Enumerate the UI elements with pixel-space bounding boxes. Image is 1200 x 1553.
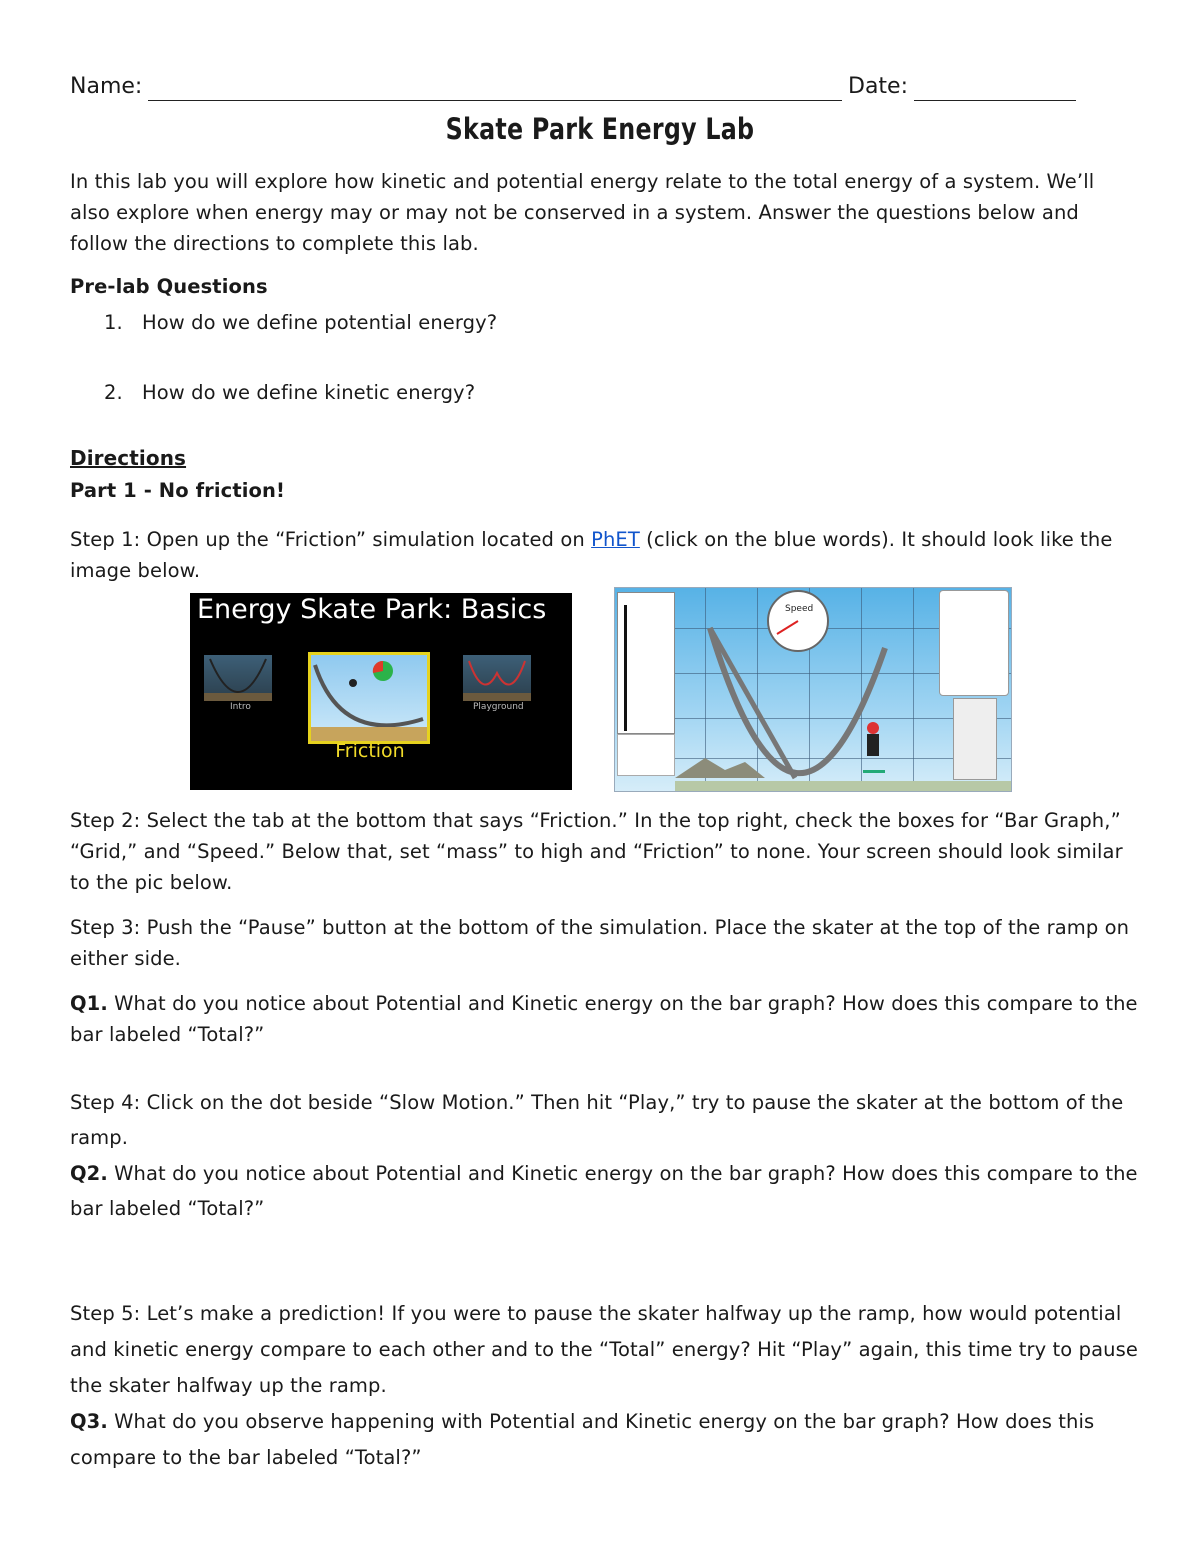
intro-thumbnail [204,655,272,701]
question-2 [70,1156,1140,1226]
name-date-header [70,74,1080,106]
friction-thumbnail [308,652,430,744]
sim-menu-title: Energy Skate Park: Basics [197,594,547,625]
bar-graph-panel [617,592,675,734]
step-2: Step 2: Select the tab at the bottom that says “Friction.” In the top right, check the boxes for “Bar Graph,” “Grid,” and “Speed.” Below that, set “mass” to high and “Friction” to none. Your screen should look similar to the pic below. [70,809,1123,894]
question-number: 1. [104,311,123,334]
step-1-text-b: (click on the blue words). It should look like the image below. [70,528,1113,582]
question-number: 2. [104,381,123,404]
control-panel[interactable] [939,590,1009,696]
q3-label: Q3. [70,1410,108,1433]
part1-heading: Part 1 - No friction! [70,479,286,502]
q2-text: What do you notice about Potential and Kinetic energy on the bar graph? How does this compare to the bar labeled “Total?” [70,1162,1138,1220]
q1-text: What do you notice about Potential and Kinetic energy on the bar graph? How does this compare to the bar labeled “Total?” [70,992,1138,1046]
playground-caption: Playground [473,702,524,712]
question-1 [70,988,1140,1050]
prelab-heading: Pre-lab Questions [70,275,268,298]
step-4: Step 4: Click on the dot beside “Slow Motion.” Then hit “Play,” try to pause the skater at the bottom of the ramp. [70,1091,1124,1149]
step-3: Step 3: Push the “Pause” button at the bottom of the simulation. Place the skater at the top of the ramp on either side. [70,916,1130,970]
name-field-line[interactable] [148,100,842,101]
friction-caption: Friction [335,740,405,762]
directions-heading-text: Directions [70,446,187,470]
step-1-text-a: Step 1: Open up the “Friction” simulation located on [70,528,592,551]
date-field-line[interactable] [914,100,1076,101]
playground-thumbnail [463,655,531,701]
page-title: Skate Park Energy Lab [445,112,755,146]
speed-gauge [767,590,829,652]
date-label: Date: [848,74,908,99]
phet-link[interactable]: PhET [591,528,640,551]
intro-paragraph: In this lab you will explore how kinetic and potential energy relate to the total energy of a system. We’ll also explore when energy may or may not be conserved in a system. Answer the questions below and follow the directions to complete this lab. [70,170,1095,255]
speed-gauge-label: Speed [785,604,814,614]
question-3 [70,1404,1140,1476]
step-1 [70,524,1140,586]
q2-label: Q2. [70,1162,108,1185]
question-text: How do we define potential energy? [142,311,498,334]
track-selector-panel[interactable] [953,698,997,780]
intro-caption: Intro [230,702,251,712]
question-text: How do we define kinetic energy? [142,381,476,404]
step-5: Step 5: Let’s make a prediction! If you were to pause the skater halfway up the ramp, how would potential and kinetic energy compare to each other and to the “Total” energy? Hit “Play” again, this time try to pause the skater halfway up the ramp. [70,1302,1138,1397]
legend-panel [617,734,675,776]
directions-heading [70,443,1140,474]
sim-friction-screenshot [614,587,1012,792]
gauge-needle-icon [769,592,827,650]
sim-menu-screenshot [190,593,572,790]
name-label: Name: [70,74,143,99]
q1-label: Q1. [70,992,108,1015]
q3-text: What do you observe happening with Potential and Kinetic energy on the bar graph? How does this compare to the bar labeled “Total?” [70,1410,1095,1469]
